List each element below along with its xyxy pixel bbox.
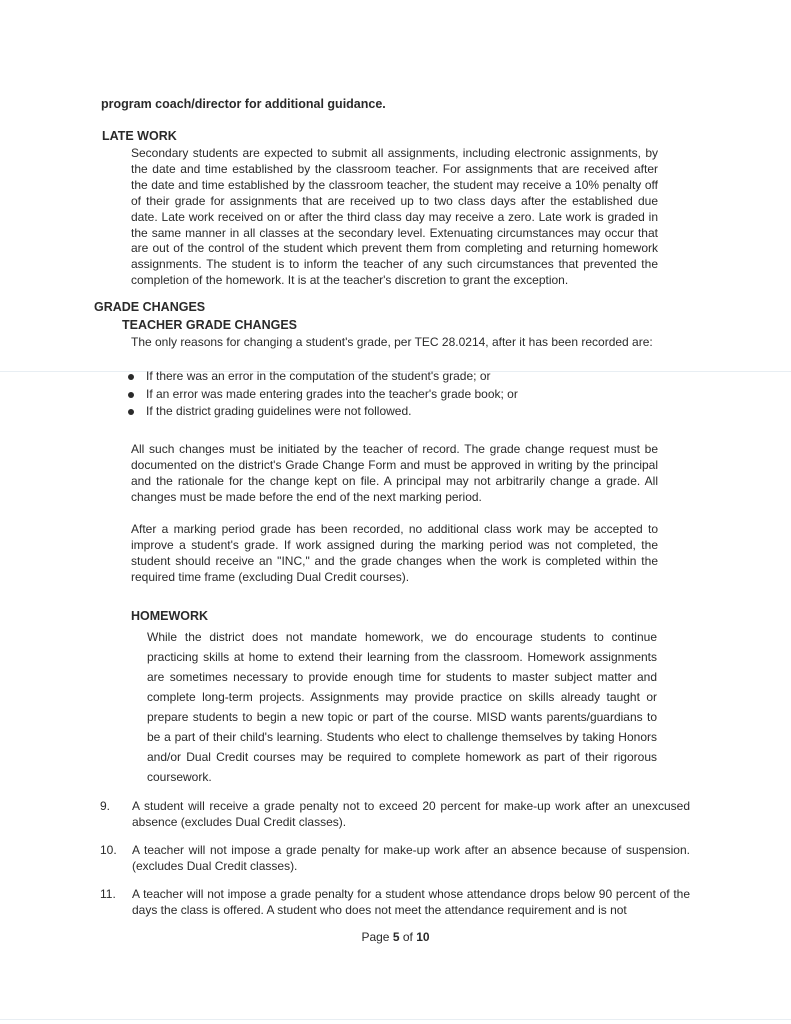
grade-change-reasons-list bbox=[128, 369, 688, 422]
current-page-number: 5 bbox=[392, 930, 400, 944]
bullet-icon bbox=[128, 409, 134, 415]
list-item-text: If the district grading guidelines were not followed. bbox=[146, 404, 412, 418]
list-item-text: If an error was made entering grades into the teacher's grade book; or bbox=[146, 386, 518, 401]
item-text: A teacher will not impose a grade penalty for make-up work after an absence because of suspension. (excludes Dual Credit classes). bbox=[132, 843, 690, 873]
scan-artifact-line bbox=[0, 1019, 791, 1020]
page-label: Page bbox=[361, 930, 390, 944]
page-footer bbox=[0, 930, 791, 946]
grade-changes-intro: The only reasons for changing a student's grade, per TEC 28.0214, after it has been recorded are: bbox=[131, 335, 653, 349]
list-item-text: If there was an error in the computation of the student's grade; or bbox=[146, 369, 491, 383]
total-pages-number: 10 bbox=[416, 930, 430, 944]
homework-heading: HOMEWORK bbox=[131, 609, 209, 623]
homework-body: While the district does not mandate homework, we do encourage students to continue practicing skills at home to extend their learning from the classroom. Homework assignments are sometimes necessary to provide enough time for students to master subject matter and complete long-term projects. Assignments may provide practice on skills already taught or prepare students to begin a new topic or part of the course. MISD wants parents/guardians to be a part of their child's learning. Students who elect to challenge themselves by taking Honors and/or Dual Credit courses may be required to complete homework as part of their rigorous coursework. bbox=[147, 630, 657, 784]
numbered-item-9 bbox=[100, 799, 690, 831]
list-item bbox=[128, 387, 688, 405]
item-text: A student will receive a grade penalty not to exceed 20 percent for make-up work after an unexcused absence (excludes Dual Credit classes). bbox=[132, 799, 690, 829]
list-item bbox=[128, 404, 688, 422]
item-text: A teacher will not impose a grade penalty for a student whose attendance drops below 90 percent of the days the class is offered. A student who does not meet the attendance requirement and is not bbox=[132, 887, 690, 917]
numbered-item-11 bbox=[100, 887, 690, 919]
late-work-body: Secondary students are expected to submit all assignments, including electronic assignments, by the date and time established by the classroom teacher. For assignments that are received after the date and time established by the classroom teacher, the student may receive a 10% penalty off of their grade for assignments that are received up to two class days after the established due date. Late work received on or after the third class day may receive a zero. Late work is graded in the same manner in all classes at the secondary level. Extenuating circumstances may occur that are out of the control of the student which prevent them from completing and returning homework assignments. The student is to inform the teacher of any such circumstances that prevented the completion of the homework. It is at the teacher's discretion to grant the exception. bbox=[131, 146, 658, 288]
numbered-item-10 bbox=[100, 843, 690, 875]
item-number: 11. bbox=[100, 887, 116, 901]
list-item bbox=[128, 369, 688, 387]
intro-line: program coach/director for additional guidance. bbox=[101, 97, 386, 111]
bullet-icon bbox=[128, 392, 134, 398]
item-number: 9. bbox=[100, 799, 111, 813]
late-work-heading: LATE WORK bbox=[102, 129, 177, 143]
teacher-grade-changes-heading: TEACHER GRADE CHANGES bbox=[122, 318, 298, 332]
grade-changes-paragraph-2: After a marking period grade has been recorded, no additional class work may be accepted to improve a student's grade. If work assigned during the marking period was not completed, the student should receive an "INC," and the grade changes when the work is completed within the required time frame (excluding Dual Credit courses). bbox=[131, 522, 658, 584]
bullet-icon bbox=[128, 374, 134, 380]
item-number: 10. bbox=[100, 843, 117, 857]
of-label: of bbox=[402, 930, 413, 944]
grade-changes-heading: GRADE CHANGES bbox=[94, 300, 206, 314]
grade-changes-paragraph-1: All such changes must be initiated by the teacher of record. The grade change request must be documented on the district's Grade Change Form and must be approved in writing by the principal and the rationale for the change kept on file. A principal may not arbitrarily change a grade. All changes must be made before the end of the next marking period. bbox=[131, 442, 658, 504]
